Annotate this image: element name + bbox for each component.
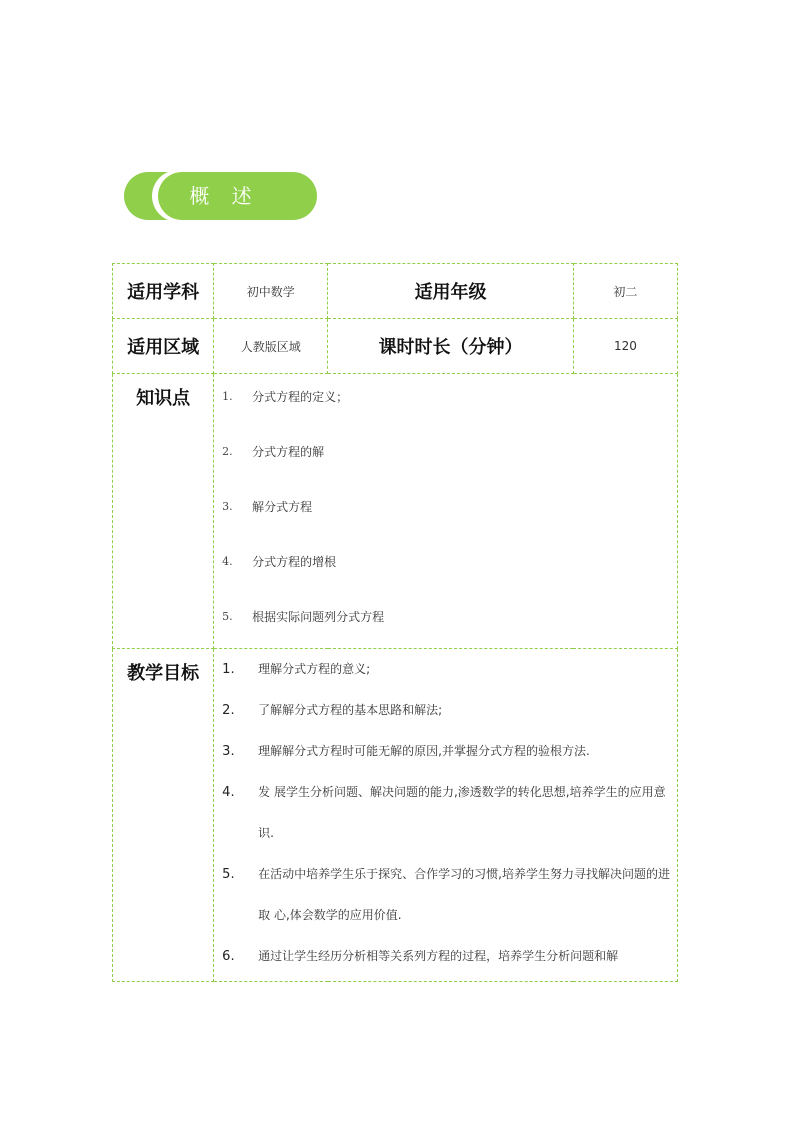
banner-title: 概 述 — [189, 184, 260, 208]
item-number: 2. — [222, 445, 233, 458]
grade-label: 适用年级 — [328, 264, 573, 319]
knowledge-list — [214, 369, 677, 644]
list-item — [214, 589, 677, 644]
list-item — [214, 731, 677, 772]
item-text: 解分式方程 — [252, 500, 313, 514]
overview-table — [112, 263, 678, 982]
item-text: 了解解分式方程的基本思路和解法; — [258, 703, 443, 717]
list-item — [214, 854, 677, 936]
knowledge-label: 知识点 — [113, 374, 214, 649]
table-row — [113, 374, 678, 649]
table-row — [113, 319, 678, 374]
region-label: 适用区域 — [113, 319, 214, 374]
duration-label: 课时时长（分钟） — [328, 319, 573, 374]
knowledge-cell — [214, 374, 678, 649]
list-item — [214, 424, 677, 479]
section-banner — [124, 172, 317, 220]
item-text: 通过让学生经历分析相等关系列方程的过程，培养学生分析问题和解 — [258, 949, 619, 963]
grade-value: 初二 — [573, 264, 677, 319]
item-number: 4. — [222, 555, 233, 568]
item-number: 5. — [222, 610, 233, 623]
list-item — [214, 649, 677, 690]
item-number: 5. — [222, 867, 235, 882]
item-text: 在活动中培养学生乐于探究、合作学习的习惯,培养学生努力寻找解决问题的进取 心,体会数学的应用价值. — [258, 867, 670, 922]
item-number: 1. — [222, 662, 235, 677]
region-value: 人教版区域 — [214, 319, 328, 374]
goals-list — [214, 649, 677, 977]
item-text: 分式方程的定义； — [252, 390, 349, 404]
subject-label: 适用学科 — [113, 264, 214, 319]
item-text: 理解分式方程的意义; — [258, 662, 371, 676]
item-text: 分式方程的增根 — [252, 555, 337, 569]
list-item — [214, 369, 677, 424]
item-number: 3. — [222, 500, 233, 513]
item-text: 根据实际问题列分式方程 — [252, 610, 385, 624]
table-row — [113, 649, 678, 982]
item-number: 4. — [222, 785, 235, 800]
list-item — [214, 479, 677, 534]
list-item — [214, 534, 677, 589]
duration-value: 120 — [573, 319, 677, 374]
table-row — [113, 264, 678, 319]
item-text: 发 展学生分析问题、解决问题的能力,渗透数学的转化思想,培养学生的应用意识. — [258, 785, 666, 840]
item-number: 6. — [222, 949, 235, 964]
list-item — [214, 772, 677, 854]
subject-value: 初中数学 — [214, 264, 328, 319]
item-text: 理解解分式方程时可能无解的原因,并掌握分式方程的验根方法. — [258, 744, 590, 758]
item-number: 2. — [222, 703, 235, 718]
item-number: 1. — [222, 390, 233, 403]
item-text: 分式方程的解 — [252, 445, 325, 459]
goals-cell — [214, 649, 678, 982]
item-number: 3. — [222, 744, 235, 759]
list-item — [214, 690, 677, 731]
list-item — [214, 936, 677, 977]
goals-label: 教学目标 — [113, 649, 214, 982]
